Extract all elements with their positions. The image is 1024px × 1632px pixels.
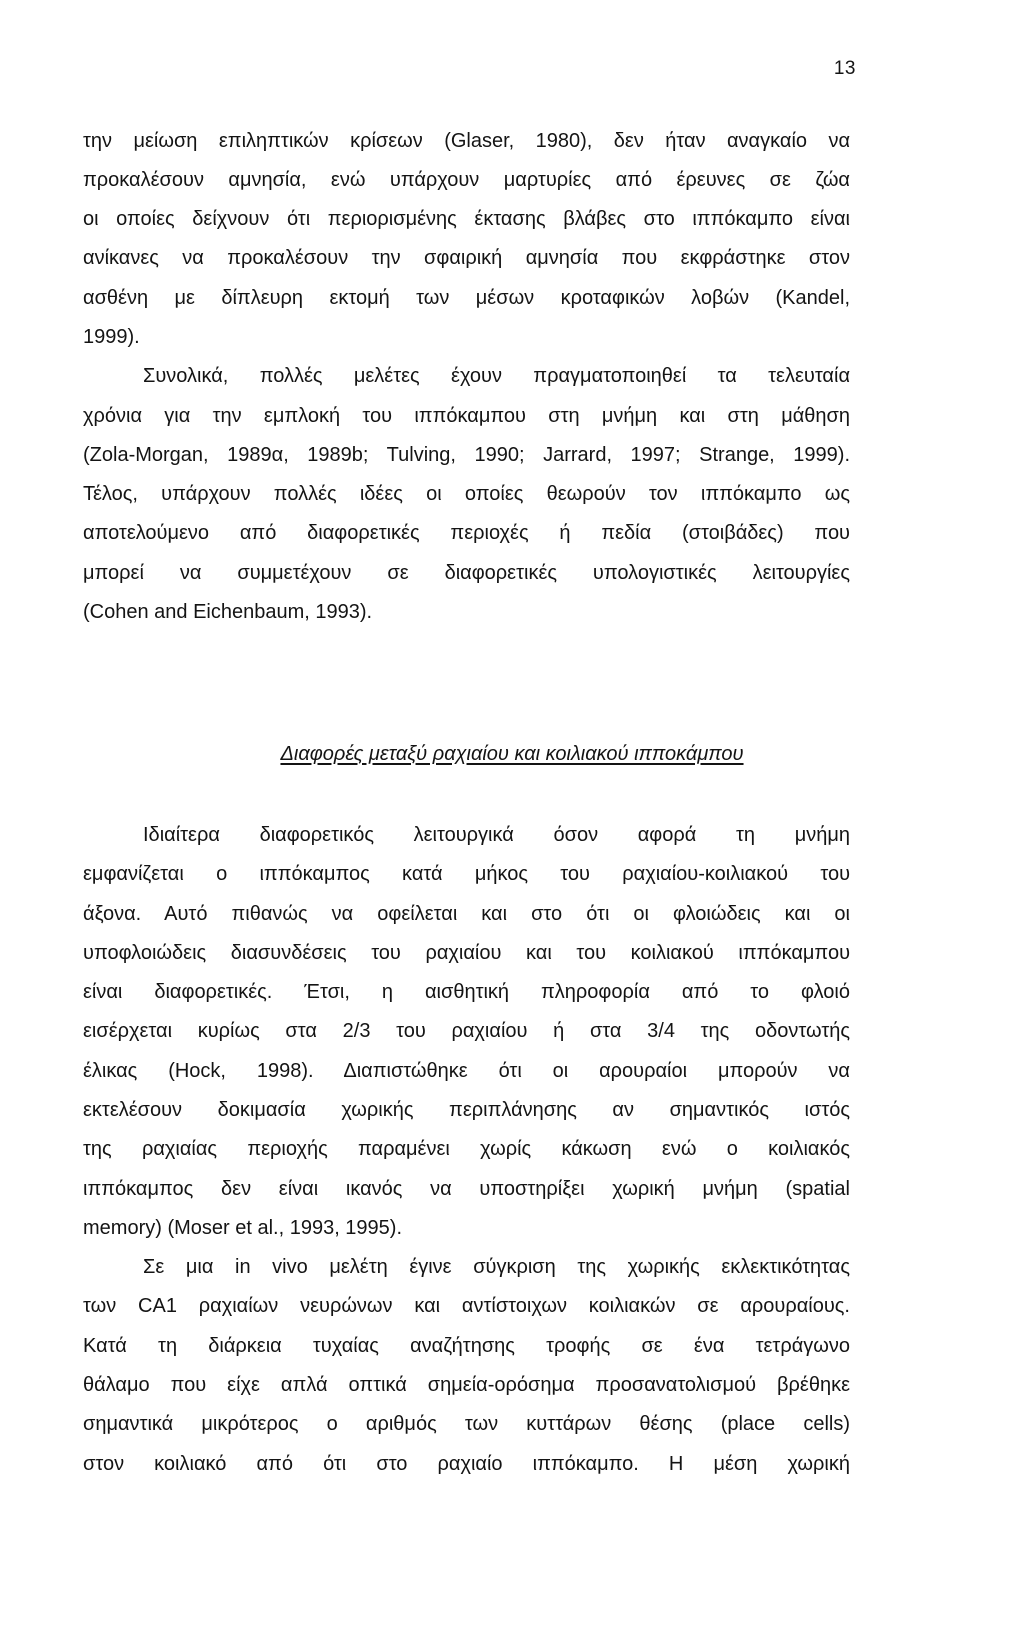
text-line: memory) (Moser et al., 1993, 1995). bbox=[83, 1217, 403, 1239]
text-line: εισέρχεται κυρίως στα 2/3 του ραχιαίου ή στα 3/4 της οδοντωτής bbox=[83, 1020, 850, 1042]
text-line: Κατά τη διάρκεια τυχαίας αναζήτησης τροφής σε ένα τετράγωνο bbox=[83, 1335, 850, 1357]
text-line: στον κοιλιακό από ότι στο ραχιαίο ιππόκαμπο. Η μέση χωρική bbox=[83, 1453, 850, 1475]
text-line: θάλαμο που είχε απλά οπτικά σημεία-ορόσημα προσανατολισμού βρέθηκε bbox=[83, 1374, 850, 1396]
section-heading: Διαφορές μεταξύ ραχιαίου και κοιλιακού ιπποκάμπου bbox=[280, 743, 744, 765]
text-line: υποφλοιώδεις διασυνδέσεις του ραχιαίου και του κοιλιακού ιππόκαμπου bbox=[83, 942, 850, 964]
text-line: ιππόκαμπος δεν είναι ικανός να υποστηρίξει χωρική μνήμη (spatial bbox=[83, 1178, 850, 1200]
text-line: Τέλος, υπάρχουν πολλές ιδέες οι οποίες θεωρούν τον ιππόκαμπο ως bbox=[83, 483, 850, 505]
text-line: Σε μια in vivo μελέτη έγινε σύγκριση της χωρικής εκλεκτικότητας bbox=[143, 1256, 850, 1278]
text-line: εκτελέσουν δοκιμασία χωρικής περιπλάνησης αν σημαντικός ιστός bbox=[83, 1099, 850, 1121]
text-line: την μείωση επιληπτικών κρίσεων (Glaser, 1980), δεν ήταν αναγκαίο να bbox=[83, 130, 850, 152]
text-line: (Cohen and Eichenbaum, 1993). bbox=[83, 601, 373, 623]
text-line: σημαντικά μικρότερος ο αριθμός των κυττάρων θέσης (place cells) bbox=[83, 1413, 850, 1435]
text-line: ανίκανες να προκαλέσουν την σφαιρική αμνησία που εκφράστηκε στον bbox=[83, 247, 850, 269]
text-line: χρόνια για την εμπλοκή του ιππόκαμπου στη μνήμη και στη μάθηση bbox=[83, 405, 850, 427]
text-line: Ιδιαίτερα διαφορετικός λειτουργικά όσον αφορά τη μνήμη bbox=[143, 824, 850, 846]
text-line: εμφανίζεται ο ιππόκαμπος κατά μήκος του ραχιαίου-κοιλιακού του bbox=[83, 863, 850, 885]
text-line: (Zola-Morgan, 1989α, 1989b; Tulving, 1990; Jarrard, 1997; Strange, 1999). bbox=[83, 444, 850, 466]
text-line: 1999). bbox=[83, 326, 140, 348]
page-number: 13 bbox=[833, 58, 856, 79]
text-line: ασθένη με δίπλευρη εκτομή των μέσων κροταφικών λοβών (Kandel, bbox=[83, 287, 850, 309]
text-line: της ραχιαίας περιοχής παραμένει χωρίς κάκωση ενώ ο κοιλιακός bbox=[83, 1138, 850, 1160]
text-line: Συνολικά, πολλές μελέτες έχουν πραγματοποιηθεί τα τελευταία bbox=[143, 365, 850, 387]
text-line: οι οποίες δείχνουν ότι περιορισμένης έκτασης βλάβες στο ιππόκαμπο είναι bbox=[83, 208, 850, 230]
text-line: έλικας (Hock, 1998). Διαπιστώθηκε ότι οι αρουραίοι μπορούν να bbox=[83, 1060, 850, 1082]
text-line: άξονα. Αυτό πιθανώς να οφείλεται και στο ότι οι φλοιώδεις και οι bbox=[83, 903, 850, 925]
text-line: αποτελούμενο από διαφορετικές περιοχές ή πεδία (στοιβάδες) που bbox=[83, 522, 850, 544]
text-line: των CA1 ραχιαίων νευρώνων και αντίστοιχων κοιλιακών σε αρουραίους. bbox=[83, 1295, 850, 1317]
text-line: μπορεί να συμμετέχουν σε διαφορετικές υπολογιστικές λειτουργίες bbox=[83, 562, 850, 584]
text-line: προκαλέσουν αμνησία, ενώ υπάρχουν μαρτυρίες από έρευνες σε ζώα bbox=[83, 169, 850, 191]
text-line: είναι διαφορετικές. Έτσι, η αισθητική πληροφορία από το φλοιό bbox=[83, 981, 850, 1003]
